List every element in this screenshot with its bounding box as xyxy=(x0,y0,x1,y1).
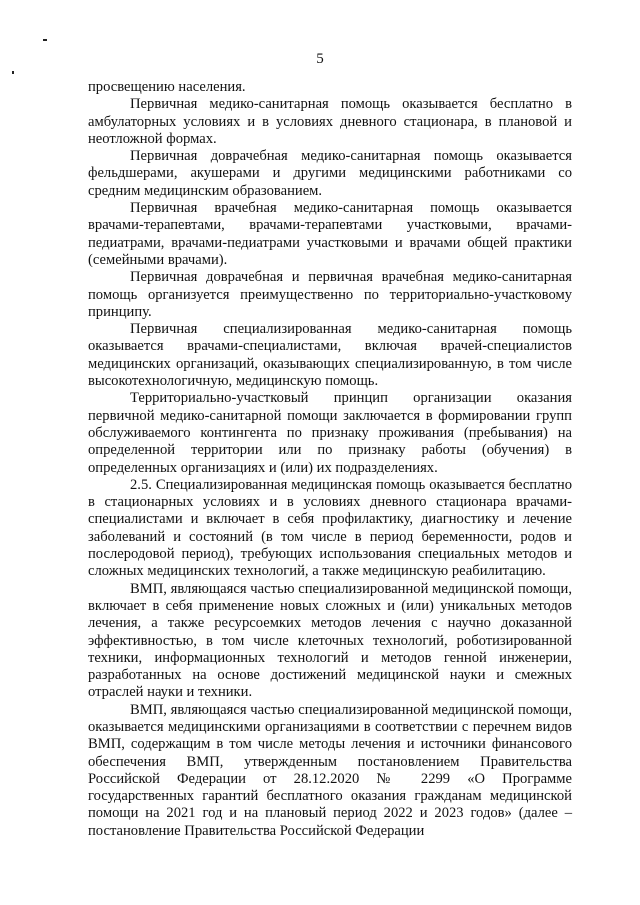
page-number: 5 xyxy=(316,51,324,67)
paragraph: 2.5. Специализированная медицинская помощь оказывается бесплатно в стационарных условиях и в условиях дневного стационара врачами-специалистами и включает в себя профилактику, диагностику и лечение заболеваний и состояний (в том числе в период беременности, родов и послеродовой период), требующих использования специальных методов и сложных медицинских технологий, а также медицинскую реабилитацию. xyxy=(88,476,572,580)
paragraph: Первичная специализированная медико-санитарная помощь оказывается врачами-специалистами, включая врачей-специалистов медицинских организаций, оказывающих специализированную, в том числе высокотехнологичную, медицинскую помощь. xyxy=(88,321,572,390)
paragraph: Первичная доврачебная и первичная врачебная медико-санитарная помощь организуется преимущественно по территориально-участковому принципу. xyxy=(88,269,572,320)
paragraph: ВМП, являющаяся частью специализированной медицинской помощи, оказывается медицинскими организациями в соответствии с перечнем видов ВМП, содержащим в том числе методы лечения и источники финансового обеспечения ВМП, утвержденным постановлением Правительства Российской Федерации от 28.12.2020 № 2299 «О Программе государственных гарантий бесплатного оказания гражданам медицинской помощи на 2021 год и на плановый период 2022 и 2023 годов» (далее – постановление Правительства Российской Федерации xyxy=(88,701,572,839)
paragraph: Первичная врачебная медико-санитарная помощь оказывается врачами-терапевтами, врачами-терапевтами участковыми, врачами-педиатрами, врачами-педиатрами участковыми и врачами общей практики (семейными врачами). xyxy=(88,200,572,268)
paragraph: Территориально-участковый принцип организации оказания первичной медико-санитарной помощи заключается в формировании групп обслуживаемого контингента по признаку проживания (пребывания) на определенной территории или по признаку работы (обучения) в определенных организациях и (или) их подразделениях. xyxy=(88,390,572,476)
paragraph: просвещению населения. xyxy=(88,79,246,95)
paragraph: Первичная медико-санитарная помощь оказывается бесплатно в амбулаторных условиях и в условиях дневного стационара, в плановой и неотложной формах. xyxy=(88,96,572,147)
document-body xyxy=(88,79,572,840)
scan-mark xyxy=(12,71,14,74)
paragraph: Первичная доврачебная медико-санитарная помощь оказывается фельдшерами, акушерами и другими медицинскими работниками со средним медицинским образованием. xyxy=(88,148,572,199)
scan-mark xyxy=(43,39,47,41)
paragraph: ВМП, являющаяся частью специализированной медицинской помощи, включает в себя применение новых сложных и (или) уникальных методов лечения, а также ресурсоемких методов лечения с научно доказанной эффективностью, в том числе клеточных технологий, роботизированной техники, информационных технологий и методов генной инженерии, разработанных на основе достижений медицинской науки и смежных отраслей науки и техники. xyxy=(88,580,572,701)
